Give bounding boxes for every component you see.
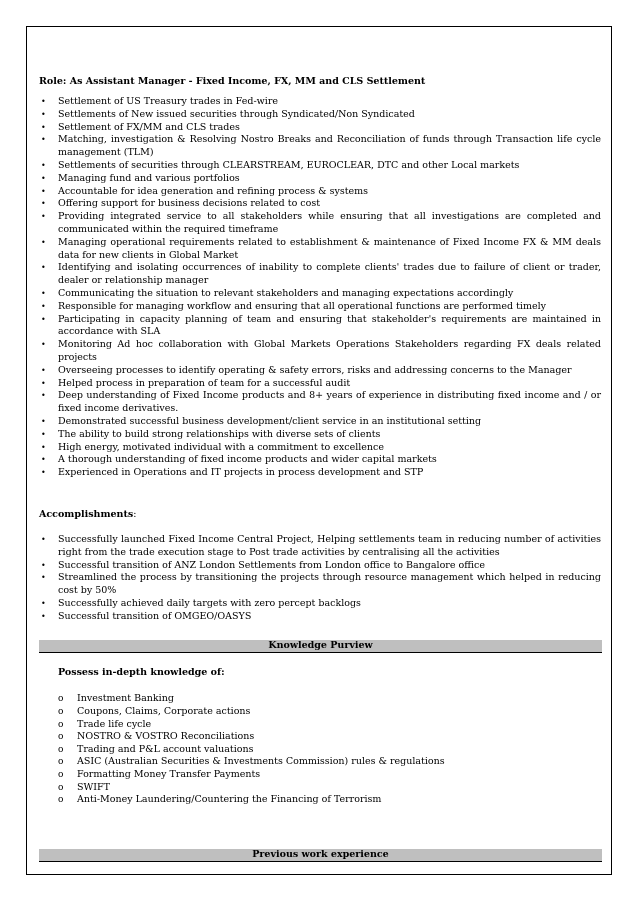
- accomplishments-heading: [39, 508, 601, 521]
- circle-bullet-icon: o: [58, 719, 64, 730]
- responsibility-item-text: Overseeing processes to identify operating & safety errors, risks and addressing concerns to the Manager: [58, 364, 572, 376]
- responsibility-item: [39, 96, 601, 109]
- responsibility-item-text: Managing operational requirements related to establishment & maintenance of Fixed Income FX & MM deals data for new clients in Global Market: [58, 236, 601, 261]
- responsibility-item: [39, 237, 601, 263]
- knowledge-purview-header: Knowledge Purview: [39, 640, 602, 653]
- bullet-icon: •: [41, 173, 46, 183]
- responsibility-item-text: Settlements of securities through CLEARSTREAM, EUROCLEAR, DTC and other Local markets: [58, 159, 520, 171]
- bullet-icon: •: [41, 160, 46, 170]
- bullet-icon: •: [41, 416, 46, 426]
- accomplishment-item-text: Successful transition of ANZ London Settlements from London office to Bangalore office: [58, 559, 485, 571]
- accomplishment-item: [39, 534, 601, 560]
- responsibility-item-text: Demonstrated successful business development/client service in an institutional setting: [58, 415, 482, 427]
- responsibility-item-text: High energy, motivated individual with a commitment to excellence: [58, 441, 384, 453]
- knowledge-item-text: Trading and P&L account valuations: [77, 743, 254, 755]
- role-title: Role: As Assistant Manager - Fixed Income, FX, MM and CLS Settlement: [39, 76, 426, 87]
- responsibility-item: [39, 134, 601, 160]
- responsibility-item-text: Responsible for managing workflow and ensuring that all operational functions are performed timely: [58, 300, 547, 312]
- bullet-icon: •: [41, 611, 46, 621]
- responsibility-item-text: Settlement of FX/MM and CLS trades: [58, 121, 240, 133]
- knowledge-item: [58, 719, 601, 732]
- bullet-icon: •: [41, 109, 46, 119]
- bullet-icon: •: [41, 212, 46, 222]
- responsibility-item-text: Participating in capacity planning of team and ensuring that stakeholder's requirements are maintained in accordance with SLA: [58, 313, 601, 338]
- bullet-icon: •: [41, 455, 46, 465]
- bullet-icon: •: [41, 186, 46, 196]
- responsibility-item: [39, 198, 601, 211]
- responsibility-item-text: Helped process in preparation of team for a successful audit: [58, 377, 351, 389]
- bullet-icon: •: [41, 598, 46, 608]
- bullet-icon: •: [41, 468, 46, 478]
- bullet-icon: •: [41, 534, 46, 544]
- knowledge-item: [58, 794, 601, 807]
- bullet-icon: •: [41, 429, 46, 439]
- responsibility-item: [39, 314, 601, 340]
- responsibility-item-text: Managing fund and various portfolios: [58, 172, 240, 184]
- responsibility-item-text: Providing integrated service to all stakeholders while ensuring that all investigations are completed and communicated within the required timeframe: [58, 211, 601, 235]
- responsibility-item: [39, 109, 601, 122]
- bullet-icon: •: [41, 391, 46, 401]
- responsibility-item-text: Matching, investigation & Resolving Nostro Breaks and Reconciliation of funds through Transaction life cycle management (TLM): [58, 134, 601, 159]
- accomplishments-colon: :: [133, 508, 137, 520]
- bullet-icon: •: [41, 301, 46, 311]
- knowledge-item-text: NOSTRO & VOSTRO Reconciliations: [77, 731, 255, 743]
- bullet-icon: •: [41, 199, 46, 209]
- responsibility-item: [39, 160, 601, 173]
- circle-bullet-icon: o: [58, 795, 64, 806]
- responsibility-item: [39, 186, 601, 199]
- knowledge-item: [58, 693, 601, 706]
- bullet-icon: •: [41, 573, 46, 583]
- accomplishment-item: [39, 611, 601, 624]
- resume-content: [39, 75, 601, 862]
- circle-bullet-icon: o: [58, 757, 64, 768]
- knowledge-item-text: Formatting Money Transfer Payments: [77, 769, 261, 781]
- bullet-icon: •: [41, 288, 46, 298]
- bullet-icon: •: [41, 314, 46, 324]
- accomplishment-item-text: Successfully achieved daily targets with zero percept backlogs: [58, 597, 361, 609]
- bullet-icon: •: [41, 340, 46, 350]
- accomplishments-list: [39, 534, 601, 624]
- knowledge-item-text: Investment Banking: [77, 693, 174, 705]
- responsibility-item-text: Settlement of US Treasury trades in Fed-wire: [58, 96, 279, 107]
- knowledge-item: [58, 769, 601, 782]
- responsibility-item-text: Deep understanding of Fixed Income products and 8+ years of experience in distributing fixed income and / or fixed income derivatives.: [58, 390, 601, 415]
- knowledge-item: [58, 782, 601, 795]
- responsibility-item: [39, 442, 601, 455]
- knowledge-item-text: ASIC (Australian Securities & Investments Commission) rules & regulations: [77, 756, 445, 768]
- accomplishment-item-text: Streamlined the process by transitioning the projects through resource management which helped in reducing cost by 50%: [58, 572, 601, 597]
- bullet-icon: •: [41, 135, 46, 145]
- responsibilities-list: [39, 96, 601, 480]
- responsibility-item-text: Identifying and isolating occurrences of inability to complete clients' trades due to failure of client or trader, dealer or relationship manager: [58, 262, 601, 287]
- accomplishment-item: [39, 560, 601, 573]
- responsibility-item-text: Monitoring Ad hoc collaboration with Global Markets Operations Stakeholders regarding FX deals related projects: [58, 339, 601, 363]
- accomplishments-title: Accomplishments: [39, 508, 134, 520]
- accomplishment-item-text: Successfully launched Fixed Income Central Project, Helping settlements team in reducing number of activities right from the trade execution stage to Post trade activities by centralising all the activities: [58, 533, 601, 558]
- responsibility-item: [39, 301, 601, 314]
- responsibility-item-text: Communicating the situation to relevant stakeholders and managing expectations accordingly: [58, 287, 514, 299]
- knowledge-list: [58, 693, 601, 806]
- bullet-icon: •: [41, 263, 46, 273]
- bullet-icon: •: [41, 122, 46, 132]
- knowledge-item: [58, 706, 601, 719]
- responsibility-item-text: Experienced in Operations and IT projects in process development and STP: [58, 467, 424, 479]
- responsibility-item-text: The ability to build strong relationships with diverse sets of clients: [58, 428, 381, 440]
- responsibility-item-text: Offering support for business decisions related to cost: [58, 198, 321, 210]
- knowledge-item: [58, 731, 601, 744]
- bullet-icon: •: [41, 378, 46, 388]
- responsibility-item: [39, 288, 601, 301]
- accomplishment-item: [39, 598, 601, 611]
- bullet-icon: •: [41, 442, 46, 452]
- responsibility-item: [39, 262, 601, 288]
- knowledge-item-text: Anti-Money Laundering/Countering the Financing of Terrorism: [77, 794, 382, 806]
- accomplishment-item-text: Successful transition of OMGEO/OASYS: [58, 610, 252, 622]
- circle-bullet-icon: o: [58, 694, 64, 705]
- bullet-icon: •: [41, 237, 46, 247]
- responsibility-item: [39, 416, 601, 429]
- previous-work-header: Previous work experience: [39, 849, 602, 862]
- responsibility-item: [39, 378, 601, 391]
- knowledge-item: [58, 744, 601, 757]
- circle-bullet-icon: o: [58, 782, 64, 793]
- knowledge-item-text: Trade life cycle: [77, 718, 152, 730]
- responsibility-item-text: Accountable for idea generation and refining process & systems: [58, 185, 369, 197]
- bullet-icon: •: [41, 365, 46, 375]
- responsibility-item: [39, 429, 601, 442]
- responsibility-item: [39, 211, 601, 237]
- responsibility-item: [39, 454, 601, 467]
- responsibility-item: [39, 122, 601, 135]
- bullet-icon: •: [41, 97, 46, 106]
- knowledge-item: [58, 756, 601, 769]
- circle-bullet-icon: o: [58, 744, 64, 755]
- knowledge-title: Possess in-depth knowledge of:: [58, 667, 225, 679]
- responsibility-item: [39, 467, 601, 480]
- responsibility-item: [39, 173, 601, 186]
- knowledge-section: [39, 666, 601, 806]
- knowledge-item-text: SWIFT: [77, 781, 110, 793]
- responsibility-item-text: Settlements of New issued securities through Syndicated/Non Syndicated: [58, 108, 415, 120]
- circle-bullet-icon: o: [58, 707, 64, 718]
- responsibility-item: [39, 365, 601, 378]
- accomplishment-item: [39, 572, 601, 598]
- circle-bullet-icon: o: [58, 732, 64, 743]
- knowledge-item-text: Coupons, Claims, Corporate actions: [77, 706, 251, 718]
- responsibility-item: [39, 339, 601, 365]
- responsibility-item: [39, 390, 601, 416]
- responsibility-item-text: A thorough understanding of fixed income products and wider capital markets: [58, 454, 437, 466]
- bullet-icon: •: [41, 560, 46, 570]
- circle-bullet-icon: o: [58, 770, 64, 781]
